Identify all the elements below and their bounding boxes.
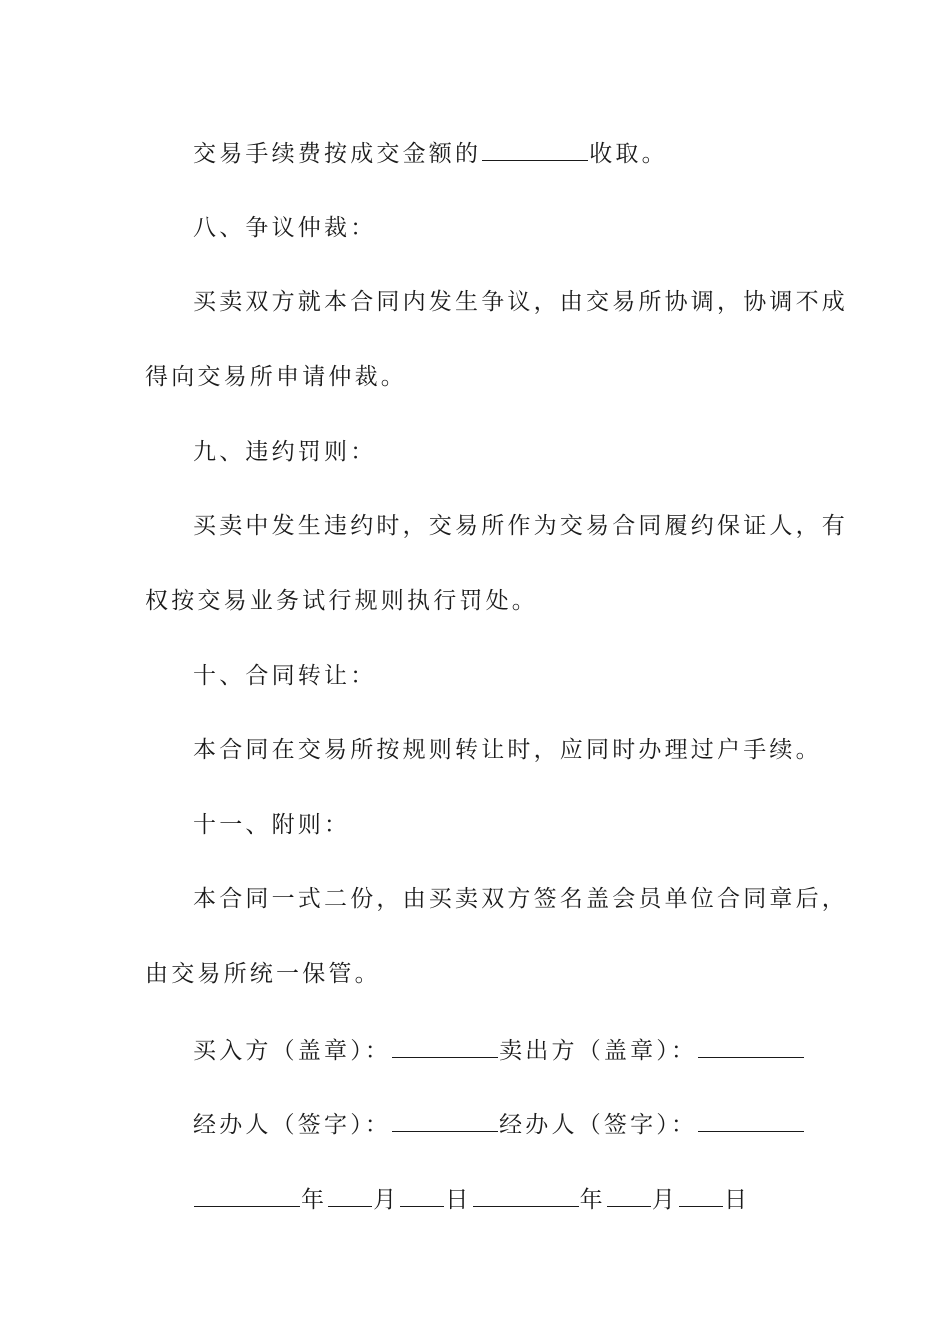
fee-prefix: 交易手续费按成交金额的 [193,141,482,167]
section-8-body-line-2: 得向交易所申请仲裁。 [145,364,407,390]
seal-line [193,1035,805,1066]
seller-day-blank [679,1184,723,1207]
buyer-seal-blank [392,1035,498,1058]
buyer-agent-label: 经办人（签字）： [193,1112,392,1138]
buyer-year-label: 年 [301,1187,328,1213]
section-9-body-line-1: 买卖中发生违约时，交易所作为交易合同履约保证人，有 [193,513,848,539]
buyer-month-label: 月 [373,1187,400,1213]
buyer-day-label: 日 [445,1187,472,1213]
seller-seal-label: 卖出方（盖章）： [499,1038,698,1064]
fee-rate-blank [482,138,588,161]
seller-seal-blank [698,1035,804,1058]
buyer-year-blank [194,1184,300,1207]
section-11-body-line-1: 本合同一式二份，由买卖双方签名盖会员单位合同章后， [193,886,848,912]
section-10-body: 本合同在交易所按规则转让时，应同时办理过户手续。 [193,737,822,763]
seller-agent-label: 经办人（签字）： [499,1112,698,1138]
buyer-agent-blank [392,1109,498,1132]
section-11-heading: 十一、附则： [193,812,351,838]
seller-month-label: 月 [651,1187,679,1213]
seller-month-blank [607,1184,651,1207]
buyer-month-blank [328,1184,372,1207]
buyer-day-blank [400,1184,444,1207]
fee-suffix: 收取。 [589,141,668,167]
seller-year-label: 年 [579,1187,606,1213]
seller-day-label: 日 [724,1187,751,1213]
section-9-heading: 九、违约罚则： [193,439,377,465]
agent-line [193,1109,805,1140]
buyer-seal-label: 买入方（盖章）： [193,1038,392,1064]
date-line [193,1184,750,1215]
section-10-heading: 十、合同转让： [193,663,377,689]
section-9-body-line-2: 权按交易业务试行规则执行罚处。 [145,588,538,614]
section-8-heading: 八、争议仲裁： [193,215,377,241]
fee-line [193,138,668,169]
seller-agent-blank [698,1109,804,1132]
section-11-body-line-2: 由交易所统一保管。 [145,961,381,987]
seller-year-blank [473,1184,579,1207]
section-8-body-line-1: 买卖双方就本合同内发生争议，由交易所协调，协调不成 [193,289,848,315]
